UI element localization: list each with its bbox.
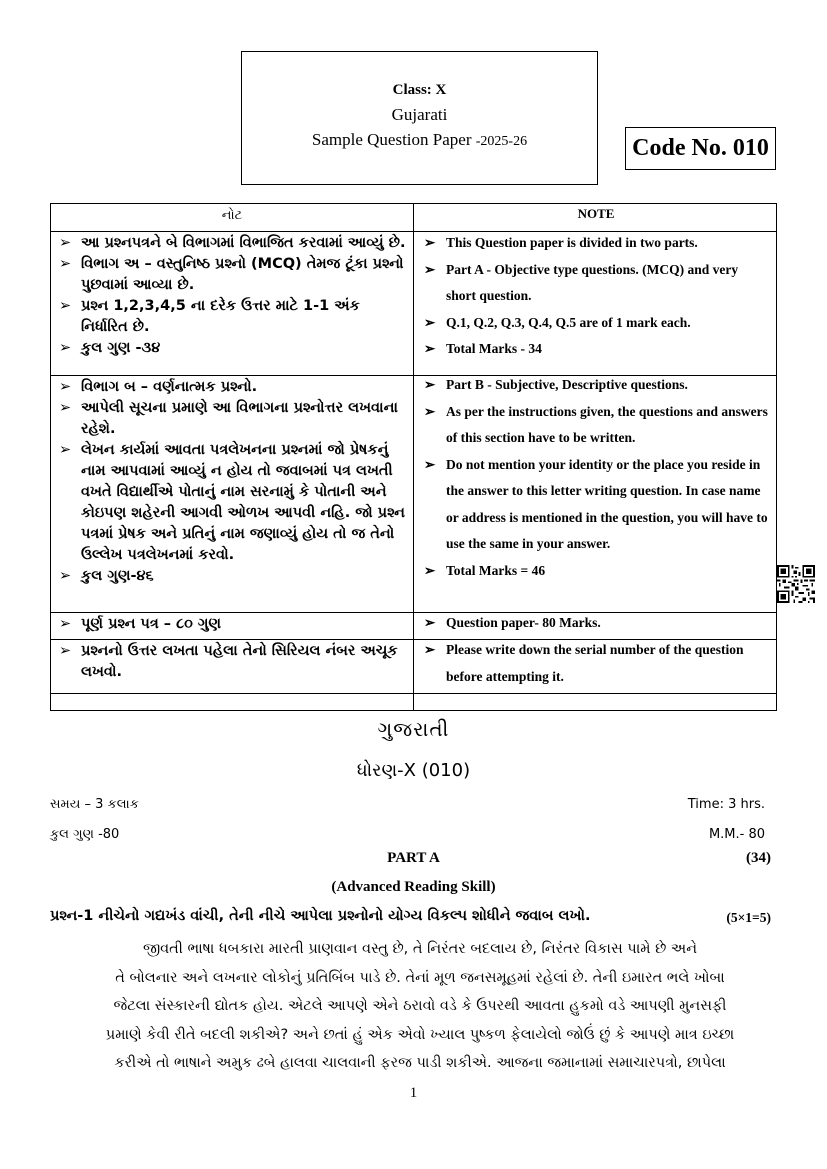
subject-title-gujarati: ગુજરાતી <box>377 717 450 741</box>
arrow-bullet-icon: ➢ <box>424 456 436 472</box>
skill-title: (Advanced Reading Skill) <box>331 879 496 895</box>
code-number: Code No. 010 <box>625 127 776 170</box>
note-item: ➢ પૂર્ણ પ્રશ્ન પત્ર – ૮૦ ગુણ <box>57 614 407 635</box>
passage-line: જીવતી ભાષા ધબકારા મારતી પ્રાણવાન વસ્તુ છે, તે નિરંતર બદલાય છે, નિરંતર વિકાસ પામે છે અને <box>142 941 698 957</box>
title-box <box>241 51 598 185</box>
note-row-4-english <box>414 637 776 690</box>
note-row-3-english <box>414 610 776 637</box>
arrow-bullet-icon: ➢ <box>59 256 72 272</box>
note-item: ➢ પ્રશ્ન 1,2,3,4,5 ના દરેક ઉત્તર માટે 1-1 અંક નિર્ધારિત છે. <box>59 298 360 335</box>
note-item: ➢ As per the instructions given, the questions and answers of this section have to be written. <box>422 399 770 452</box>
arrow-bullet-icon: ➢ <box>59 235 72 251</box>
standard-title: ધોરણ-X (010) <box>356 760 471 781</box>
arrow-bullet-icon: ➢ <box>59 643 72 659</box>
arrow-bullet-icon: ➢ <box>424 642 436 657</box>
marks-english: M.M.- 80 <box>708 827 765 842</box>
class-label: Class: X <box>392 82 447 98</box>
question-1-marks: (5×1=5) <box>726 910 771 925</box>
note-row-2-english <box>414 372 776 584</box>
part-a-marks: (34) <box>746 850 771 866</box>
note-item: ➢ આપેલી સૂચના પ્રમાણે આ વિભાગના પ્રશ્નોત્તર લખવાના રહેશે. <box>59 400 398 437</box>
page-number: 1 <box>409 1085 418 1101</box>
paper-title: Sample Question Paper <box>311 130 472 149</box>
note-item: ➢ વિભાગ બ – વર્ણનાત્મક પ્રશ્નો. <box>57 377 407 398</box>
note-header-english: NOTE <box>577 206 615 221</box>
paper-title-line <box>242 130 597 150</box>
arrow-bullet-icon: ➢ <box>59 568 72 584</box>
note-item: ➢ કુલ ગુણ -૩૪ <box>57 338 407 359</box>
arrow-bullet-icon: ➢ <box>424 615 436 630</box>
arrow-bullet-icon: ➢ <box>424 235 436 250</box>
note-row-1-english <box>414 230 776 363</box>
note-item: ➢ Part A - Objective type questions. (MCQ) and very short question. <box>422 257 770 310</box>
note-row-3-gujarati <box>51 614 413 635</box>
arrow-bullet-icon: ➢ <box>59 379 72 395</box>
arrow-bullet-icon: ➢ <box>424 261 436 277</box>
note-row-4-gujarati <box>51 641 413 683</box>
note-item: ➢ વિભાગ અ – વસ્તુનિષ્ઠ પ્રશ્નો (MCQ) તેમજ ટૂંકા પ્રશ્નો પુછવામાં આવ્યા છે. <box>59 256 404 293</box>
passage-line: જેટલા સંસ્કારની દ્યોતક હોય. એટલે આપણે એને ઠરાવો વડે કે ઉપરથી આવતા હુકમો વડે આપણી મુનસફી <box>113 998 727 1014</box>
note-item: ➢ Do not mention your identity or the place you reside in the answer to this letter writing question. In case name or address is mentioned in the question, you will have to use the same in your answer. <box>422 452 770 558</box>
note-item: ➢ Question paper- 80 Marks. <box>422 610 770 637</box>
paper-year: -2025-26 <box>475 134 528 149</box>
note-item: ➢ This Question paper is divided in two parts. <box>422 230 770 257</box>
passage-line: તે બોલનાર અને લખનાર લોકોનું પ્રતિબિંબ પાડે છે. તેનાં મૂળ જનસમૂહમાં રહેલાં છે. તેની ઇમારત ભલે ખોબા <box>115 969 725 986</box>
time-english: Time: 3 hrs. <box>687 797 765 812</box>
note-header-gujarati: નોટ <box>221 208 243 223</box>
arrow-bullet-icon: ➢ <box>424 377 436 392</box>
table-divider <box>51 693 776 694</box>
time-gujarati: સમય – 3 કલાક <box>50 797 139 812</box>
marks-gujarati: કુલ ગુણ -80 <box>50 827 120 842</box>
note-item: ➢ Total Marks - 34 <box>422 336 770 363</box>
arrow-bullet-icon: ➢ <box>424 314 436 330</box>
note-item: ➢ Q.1, Q.2, Q.3, Q.4, Q.5 are of 1 mark each. <box>422 310 770 337</box>
note-item: ➢ પ્રશ્નનો ઉત્તર લખતા પહેલા તેનો સિરિયલ નંબર અચૂક લખવો. <box>59 643 398 680</box>
note-table <box>50 203 777 711</box>
qr-code-icon <box>777 565 815 603</box>
note-item: ➢ કુલ ગુણ-૪૬ <box>57 566 407 587</box>
subject-name: Gujarati <box>391 105 448 124</box>
note-row-1-gujarati <box>51 233 413 359</box>
note-item: ➢ આ પ્રશ્નપત્રને બે વિભાગમાં વિભાજિત કરવામાં આવ્યું છે. <box>57 233 407 254</box>
arrow-bullet-icon: ➢ <box>59 442 72 458</box>
arrow-bullet-icon: ➢ <box>424 562 436 578</box>
arrow-bullet-icon: ➢ <box>59 298 72 314</box>
arrow-bullet-icon: ➢ <box>59 340 72 356</box>
passage-line: પ્રમાણે કેવી રીતે બદલી શકીએ? અને છતાં હું એક એવો ખ્યાલ પુષ્કળ ફેલાયેલો જોઉં છું કે આપણે માત્ર ઇચ્છા <box>105 1026 735 1043</box>
arrow-bullet-icon: ➢ <box>59 616 72 632</box>
arrow-bullet-icon: ➢ <box>59 400 72 416</box>
reading-passage <box>100 935 740 1078</box>
note-row-2-gujarati <box>51 377 413 587</box>
arrow-bullet-icon: ➢ <box>424 341 436 356</box>
note-item: ➢ Total Marks = 46 <box>422 558 770 585</box>
question-1-text: પ્રશ્ન-1 નીચેનો ગદ્યખંડ વાંચી, તેની નીચે આપેલા પ્રશ્નોનો યોગ્ય વિકલ્પ શોધીને જવાબ લખો. <box>50 908 591 924</box>
passage-line: કરીએ તો ભાષાને અમુક ઢબે હાલવા ચાલવાની ફરજ પાડી શકીએ. આજના જમાનામાં સમાચારપત્રો, છાપેલા <box>114 1055 726 1071</box>
note-item: ➢ Part B - Subjective, Descriptive questions. <box>422 372 770 399</box>
part-a-title: PART A <box>387 850 440 866</box>
note-item: ➢ Please write down the serial number of the question before attempting it. <box>422 637 770 690</box>
note-item: ➢ લેખન કાર્યમાં આવતા પત્રલેખનના પ્રશ્નમાં જો પ્રેષકનું નામ આપવામાં આવ્યું ન હોય તો જવાબમાં પત્ર લખતી વખતે વિદ્યાર્થીએ પોતાનું નામ સરનામું કે પોતાની અને કોઇપણ શહેરની આગવી ઓળખ આપવી નહિ. જો પ્રશ્ન પત્રમાં પ્રેષક અને પ્રતિનું નામ જણાવ્યું હોય તો જ તેનો ઉલ્લેખ પત્રલેખનમાં કરવો. <box>59 442 405 563</box>
arrow-bullet-icon: ➢ <box>424 403 436 419</box>
